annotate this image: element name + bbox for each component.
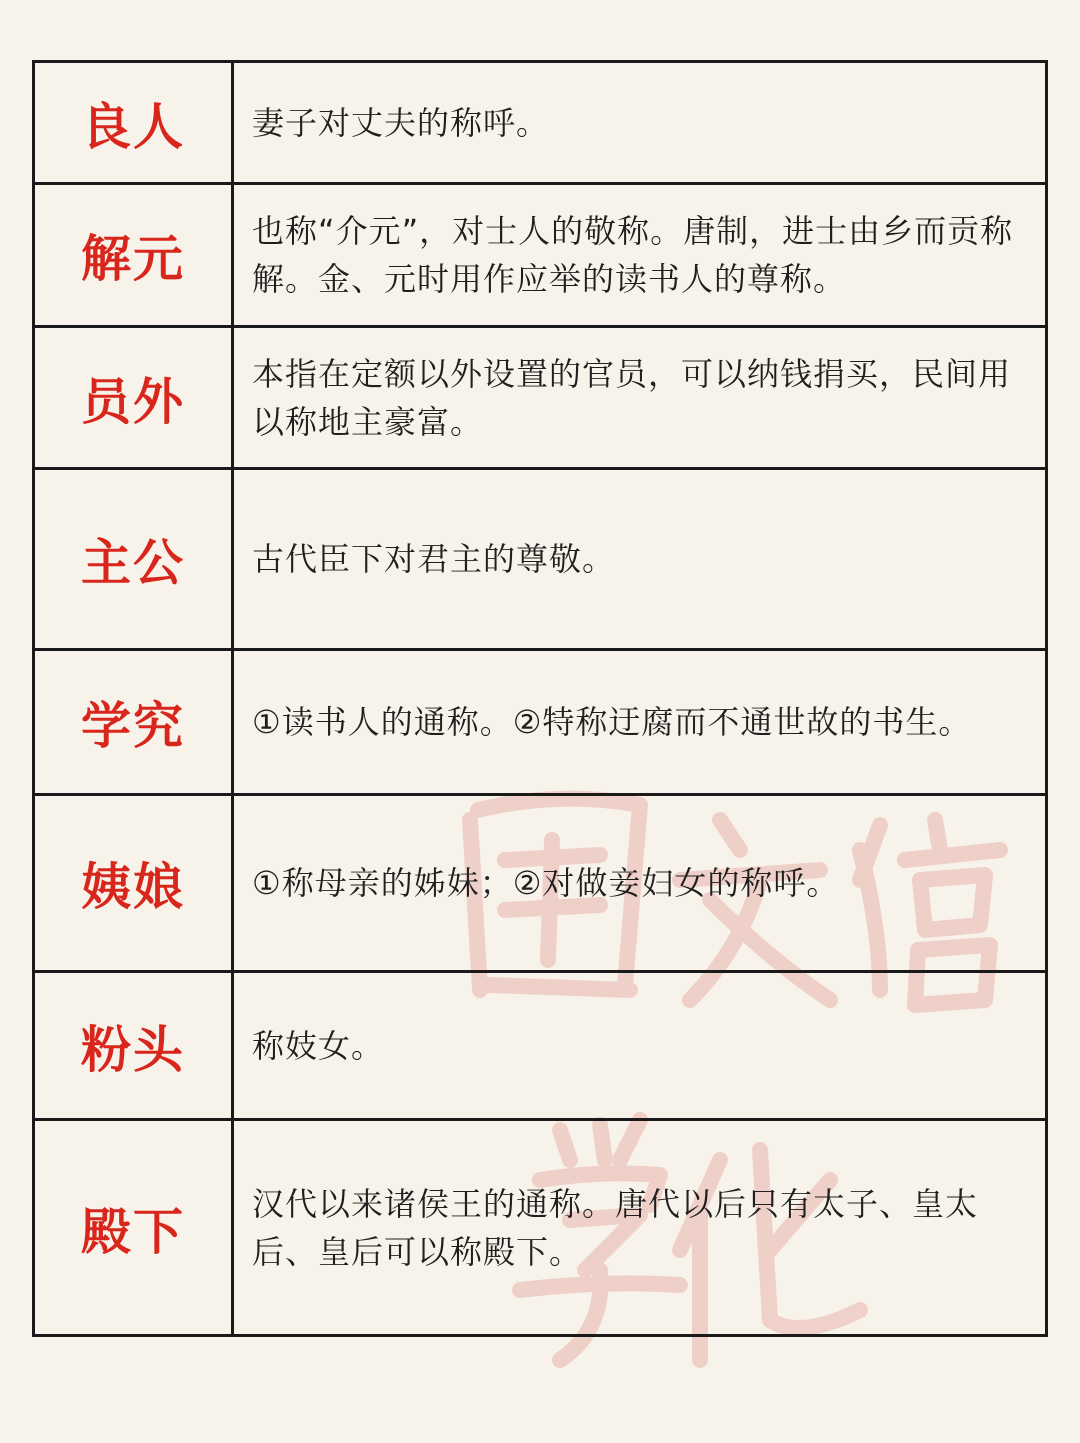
table-row bbox=[34, 650, 1047, 795]
definition-cell: 本指在定额以外设置的官员，可以纳钱捐买，民间用以称地主豪富。 bbox=[233, 327, 1047, 469]
table-row bbox=[34, 327, 1047, 469]
term-cell: 员外 bbox=[34, 327, 233, 469]
definition-cell: 称妓女。 bbox=[233, 972, 1047, 1120]
table-row bbox=[34, 469, 1047, 650]
table-row bbox=[34, 972, 1047, 1120]
definition-cell: 也称“介元”，对士人的敬称。唐制，进士由乡而贡称解。金、元时用作应举的读书人的尊称。 bbox=[233, 184, 1047, 327]
term-cell: 良人 bbox=[34, 62, 233, 184]
term-cell: 姨娘 bbox=[34, 795, 233, 972]
table-row bbox=[34, 1120, 1047, 1336]
term-cell: 主公 bbox=[34, 469, 233, 650]
definition-cell: 古代臣下对君主的尊敬。 bbox=[233, 469, 1047, 650]
table-row bbox=[34, 795, 1047, 972]
terms-table bbox=[32, 60, 1048, 1337]
table-row bbox=[34, 62, 1047, 184]
definition-cell: 妻子对丈夫的称呼。 bbox=[233, 62, 1047, 184]
definition-cell: 汉代以来诸侯王的通称。唐代以后只有太子、皇太后、皇后可以称殿下。 bbox=[233, 1120, 1047, 1336]
term-cell: 粉头 bbox=[34, 972, 233, 1120]
term-cell: 解元 bbox=[34, 184, 233, 327]
table-row bbox=[34, 184, 1047, 327]
definition-cell: ①称母亲的姊妹；②对做妾妇女的称呼。 bbox=[233, 795, 1047, 972]
term-cell: 殿下 bbox=[34, 1120, 233, 1336]
definition-cell: ①读书人的通称。②特称迂腐而不通世故的书生。 bbox=[233, 650, 1047, 795]
term-cell: 学究 bbox=[34, 650, 233, 795]
